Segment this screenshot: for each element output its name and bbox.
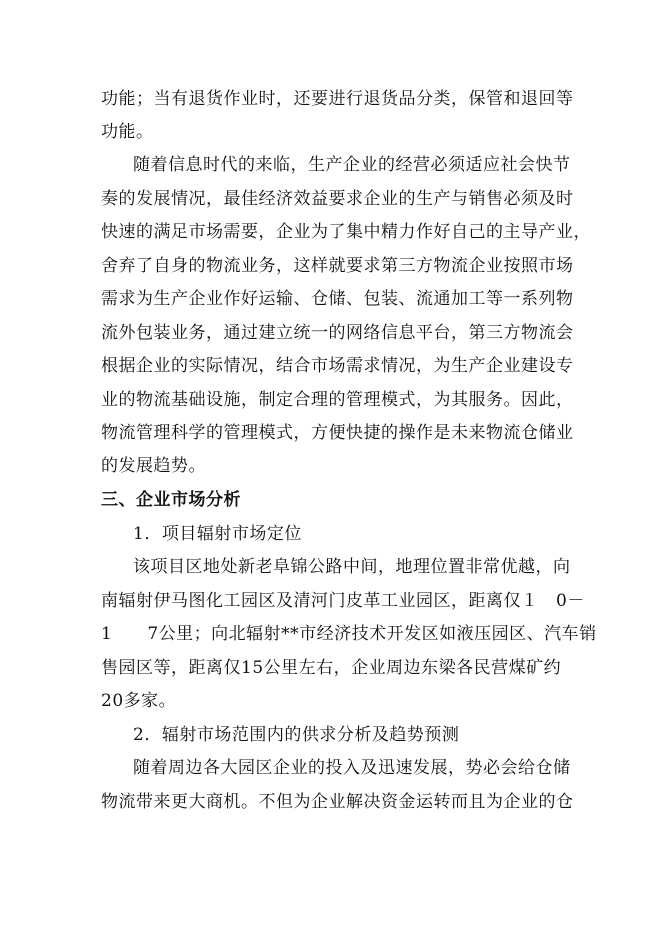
paragraph-line: 根据企业的实际情况，结合市场需求情况，为生产企业建设专	[101, 356, 574, 376]
paragraph-line: 南辐射伊马图化工园区及清河门皮革工业园区，距离仅１ 0－	[101, 591, 585, 611]
paragraph-line: 随着信息时代的来临，生产企业的经营必须适应社会快节	[133, 155, 571, 175]
paragraph-line: 需求为生产企业作好运输、仓储、包装、流通加工等一系列物	[101, 289, 574, 309]
paragraph-line: 物流管理科学的管理模式，方便快捷的操作是未来物流仓储业	[101, 423, 574, 443]
paragraph-line: 的发展趋势。	[101, 456, 206, 476]
subsection-heading: 2．辐射市场范围内的供求分析及趋势预测	[133, 725, 460, 745]
paragraph-line: 舍弃了自身的物流业务，这样就要求第三方物流企业按照市场	[101, 256, 574, 276]
paragraph-line: 奏的发展情况，最佳经济效益要求企业的生产与销售必须及时	[101, 189, 574, 209]
paragraph-line: 该项目区地处新老阜锦公路中间，地理位置非常优越，向	[133, 557, 571, 577]
paragraph-line: 1 7公里；向北辐射**市经济技术开发区如液压园区、汽车销	[101, 624, 597, 644]
paragraph-line: 20多家。	[101, 691, 177, 711]
paragraph-line: 功能；当有退货作业时，还要进行退货品分类，保管和退回等	[101, 89, 574, 109]
paragraph-line: 随着周边各大园区企业的投入及迅速发展，势必会给仓储	[133, 758, 571, 778]
paragraph-line: 售园区等，距离仅15公里左右，企业周边东梁各民营煤矿约	[101, 658, 562, 678]
paragraph-line: 功能。	[101, 122, 154, 142]
paragraph-line: 快速的满足市场需要，企业为了集中精力作好自己的主导产业，	[101, 222, 591, 242]
paragraph-line: 流外包装业务，通过建立统一的网络信息平台，第三方物流会	[101, 323, 574, 343]
subsection-heading: 1．项目辐射市场定位	[133, 524, 302, 544]
paragraph-line: 物流带来更大商机。不但为企业解决资金运转而且为企业的仓	[101, 792, 574, 812]
section-heading: 三、企业市场分析	[101, 490, 241, 510]
paragraph-line: 业的物流基础设施，制定合理的管理模式，为其服务。因此，	[101, 390, 574, 410]
